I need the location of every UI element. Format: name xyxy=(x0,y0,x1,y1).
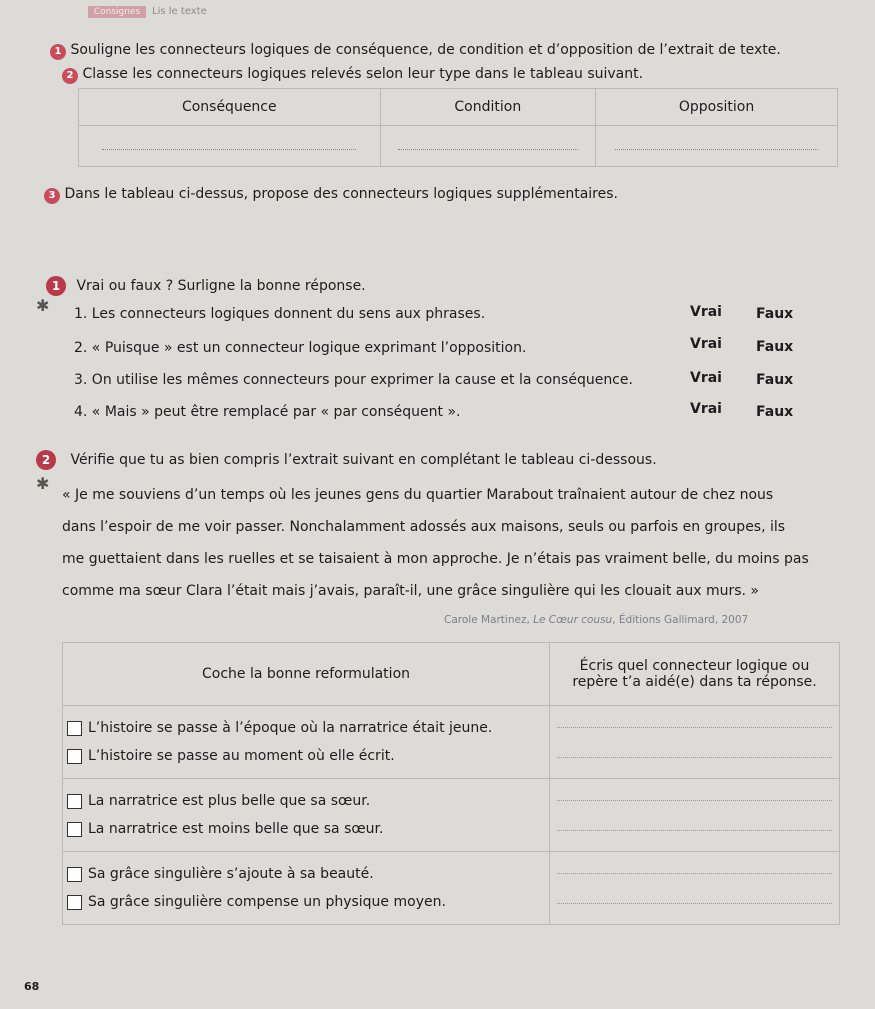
false-option-2[interactable]: Faux xyxy=(756,339,794,355)
checkbox[interactable] xyxy=(67,749,82,764)
passage-line-1: « Je me souviens d’un temps où les jeunes gens du quartier Marabout traînaient autour de chez nous xyxy=(62,487,774,503)
task-number-badge: 1 xyxy=(50,44,66,60)
page-number: 68 xyxy=(24,980,40,993)
answer-cell[interactable] xyxy=(550,706,840,779)
source-credit xyxy=(444,614,748,626)
reformulation-option[interactable] xyxy=(63,815,549,843)
option-text: La narratrice est moins belle que sa sœur. xyxy=(88,821,384,837)
options-cell xyxy=(63,852,550,925)
true-option-2[interactable]: Vrai xyxy=(690,336,722,352)
task-2 xyxy=(62,66,643,84)
false-option-1[interactable]: Faux xyxy=(756,306,794,322)
options-cell xyxy=(63,706,550,779)
false-option-4[interactable]: Faux xyxy=(756,404,794,420)
table-header-consequence: Conséquence xyxy=(79,89,381,126)
checkbox[interactable] xyxy=(67,867,82,882)
header-label: Lis le texte xyxy=(152,6,207,17)
task-text: Souligne les connecteurs logiques de conséquence, de condition et d’opposition de l’extrait de texte. xyxy=(70,42,781,58)
credit-publisher: , Éditions Gallimard, 2007 xyxy=(612,614,749,626)
statement-4: 4. « Mais » peut être remplacé par « par conséquent ». xyxy=(74,404,461,420)
checkbox[interactable] xyxy=(67,895,82,910)
table-header-opposition: Opposition xyxy=(596,89,838,126)
exercise-2-title xyxy=(36,450,657,470)
header-line: Écris quel connecteur logique ou xyxy=(579,658,810,674)
answer-cell[interactable] xyxy=(550,779,840,852)
header-line: repère t’a aidé(e) dans ta réponse. xyxy=(572,674,817,690)
task-number-badge: 2 xyxy=(62,68,78,84)
passage-line-3: me guettaient dans les ruelles et se taisaient à mon approche. Je n’étais pas vraiment belle, du moins pas xyxy=(62,551,809,567)
reformulation-option[interactable] xyxy=(63,742,549,770)
statement-1: 1. Les connecteurs logiques donnent du sens aux phrases. xyxy=(74,306,486,322)
instructions-tag: Consignes xyxy=(88,6,146,18)
passage-line-2: dans l’espoir de me voir passer. Nonchalamment adossés aux maisons, seuls ou parfois en groupes, ils xyxy=(62,519,786,535)
true-option-3[interactable]: Vrai xyxy=(690,370,722,386)
option-text: La narratrice est plus belle que sa sœur. xyxy=(88,793,371,809)
exercise-title: Vrai ou faux ? Surligne la bonne réponse. xyxy=(76,278,366,294)
exercise-1-title xyxy=(46,276,366,296)
reformulation-option[interactable] xyxy=(63,860,549,888)
credit-title: Le Cœur cousu xyxy=(533,614,613,626)
true-option-1[interactable]: Vrai xyxy=(690,304,722,320)
passage-line-4: comme ma sœur Clara l’était mais j’avais, paraît-il, une grâce singulière qui les clouait aux murs. » xyxy=(62,583,759,599)
table-header-connector xyxy=(550,643,840,706)
table-header-reformulation: Coche la bonne reformulation xyxy=(63,643,550,706)
difficulty-star-icon: ✱ xyxy=(36,474,50,493)
task-3 xyxy=(44,186,618,204)
answer-cell-consequence[interactable] xyxy=(79,126,381,167)
checkbox[interactable] xyxy=(67,822,82,837)
difficulty-star-icon: ✱ xyxy=(36,296,50,315)
exercise-title: Vérifie que tu as bien compris l’extrait suivant en complétant le tableau ci-dessous. xyxy=(70,452,657,468)
option-text: L’histoire se passe au moment où elle écrit. xyxy=(88,748,395,764)
credit-author: Carole Martinez, xyxy=(444,614,530,626)
connectors-table xyxy=(78,88,838,167)
reformulation-table xyxy=(62,642,840,925)
option-text: Sa grâce singulière compense un physique moyen. xyxy=(88,894,446,910)
task-text: Dans le tableau ci-dessus, propose des connecteurs logiques supplémentaires. xyxy=(64,186,618,202)
false-option-3[interactable]: Faux xyxy=(756,372,794,388)
task-text: Classe les connecteurs logiques relevés selon leur type dans le tableau suivant. xyxy=(82,66,644,82)
options-cell xyxy=(63,779,550,852)
option-text: L’histoire se passe à l’époque où la narratrice était jeune. xyxy=(88,720,493,736)
statement-3: 3. On utilise les mêmes connecteurs pour exprimer la cause et la conséquence. xyxy=(74,372,633,388)
task-number-badge: 3 xyxy=(44,188,60,204)
exercise-number-badge: 2 xyxy=(36,450,56,470)
exercise-number-badge: 1 xyxy=(46,276,66,296)
reformulation-option[interactable] xyxy=(63,787,549,815)
reformulation-option[interactable] xyxy=(63,714,549,742)
answer-cell-condition[interactable] xyxy=(380,126,596,167)
option-text: Sa grâce singulière s’ajoute à sa beauté. xyxy=(88,866,374,882)
checkbox[interactable] xyxy=(67,721,82,736)
task-1 xyxy=(50,42,781,60)
answer-cell[interactable] xyxy=(550,852,840,925)
checkbox[interactable] xyxy=(67,794,82,809)
table-header-condition: Condition xyxy=(380,89,596,126)
true-option-4[interactable]: Vrai xyxy=(690,401,722,417)
statement-2: 2. « Puisque » est un connecteur logique exprimant l’opposition. xyxy=(74,340,527,356)
answer-cell-opposition[interactable] xyxy=(596,126,838,167)
reformulation-option[interactable] xyxy=(63,888,549,916)
